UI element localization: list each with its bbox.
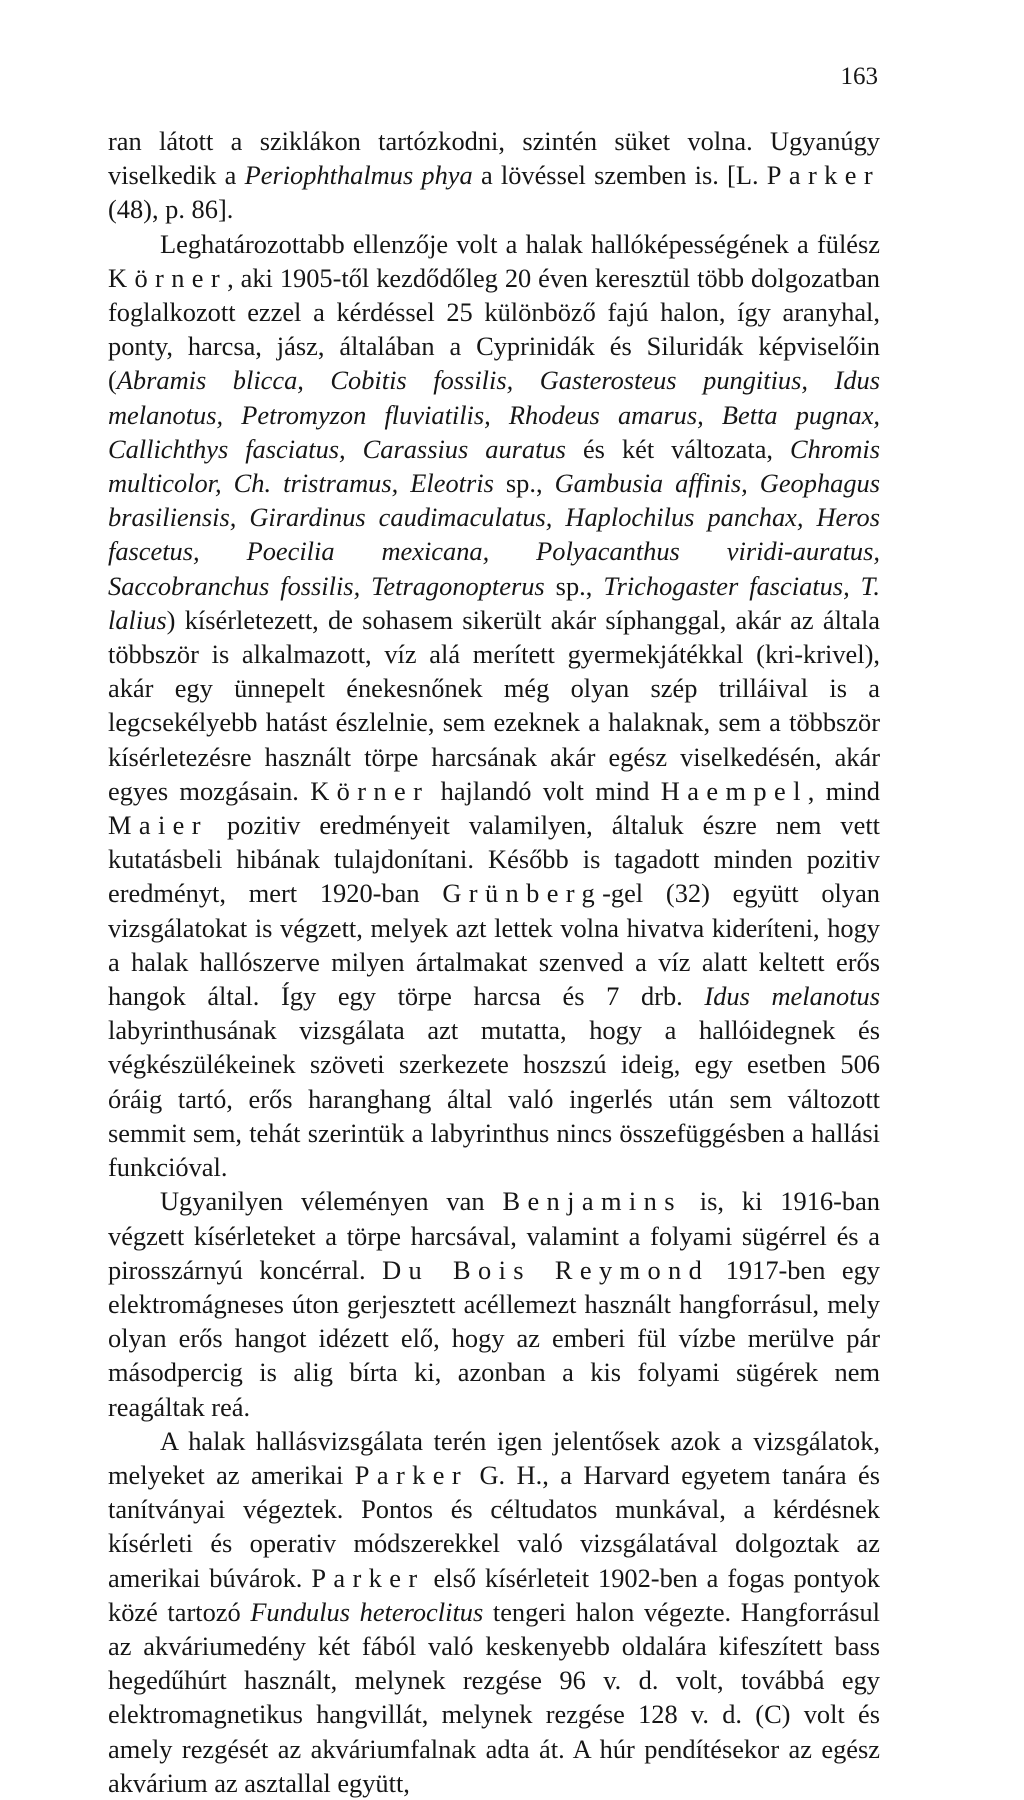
- paragraph: [108, 1424, 880, 1800]
- text-run: és két változata,: [565, 433, 791, 464]
- italic-run: Gambusia affinis, Geophagus brasiliensis, Girardinus caudimaculatus, Haplochilus panchax, Heros fascetus, Poecilia mexicana, Polyacanthus viridi-auratus, Saccobranchus fossilis, Tetragonopterus: [108, 468, 880, 601]
- spaced-name: Körner: [108, 262, 228, 293]
- text-run: (48), p. 86].: [108, 194, 234, 225]
- text-run: sp.,: [544, 570, 604, 601]
- spaced-name: Grünberg: [442, 878, 603, 909]
- text-run: A halak hallásvizsgálata terén igen jelentősek azok a vizsgálatok, melyeket az amerikai: [108, 1425, 880, 1490]
- italic-run: Abramis blicca, Cobitis fossilis, Gasterosteus pungitius, Idus melanotus, Petromyzon fluviatilis, Rhodeus amarus, Betta pugnax, Callichthys fasciatus, Carassius auratus: [108, 365, 880, 464]
- text-run: -gel (32) együtt olyan vizsgálatokat is végzett, melyek azt lettek volna hivatva kideríteni, hogy a halak hallószerve milyen ártalmakat szenved a víz alatt keltett erős hangok által. Így egy törpe harcsa és 7 drb.: [108, 878, 880, 1012]
- text-run: 1917-ben egy elektromágneses úton gerjesztett acéllemezt használt hangforrásul, mely olyan erős hangot idézett elő, hogy az emberi fül vízbe merülve pár másodpercig is alig bírta ki, azonban a kis folyami sügérek nem reagáltak reá.: [108, 1254, 880, 1422]
- text-run: Ugyanilyen véleményen van: [160, 1186, 503, 1217]
- page-number: 163: [840, 63, 878, 90]
- paragraph: [108, 227, 880, 1185]
- italic-run: Periophthalmus phya: [244, 160, 473, 191]
- spaced-name: Parker: [311, 1562, 425, 1593]
- spaced-name: Parker: [354, 1459, 469, 1490]
- text-run: sp.,: [493, 468, 555, 499]
- body-text: [108, 124, 880, 1800]
- spaced-name: Maier: [108, 810, 208, 841]
- italic-run: Fundulus heteroclitus: [250, 1596, 484, 1627]
- text-run: első kísérleteit 1902-ben a fogas pontyok közé tartozó: [108, 1562, 880, 1627]
- text-run: , aki 1905-től kezdődőleg 20 éven keresztül több dolgozatban foglalkozott ezzel a kérdéssel 25 különböző fajú halon, így aranyhal, ponty, harcsa, jász, általában a Cyprinidák és Siluridák képviselőin (: [108, 262, 880, 396]
- text-run: pozitiv eredményeit valamilyen, általuk észre nem vett kutatásbeli hibának tulajdonítani. Később is tagadott minden pozitiv eredményt, mert 1920-ban: [108, 810, 880, 909]
- text-run: tengeri halon végezte. Hangforrásul az akváriumedény két fából való keskenyebb oldalára kifeszített bass hegedűhúrt használt, melynek rezgése 96 v. d. volt, továbbá egy elektromagnetikus hangvillát, melynek rezgése 128 v. d. (C) volt és amely rezgését az akváriumfalnak adta át. A húr pendítésekor az egész akvárium az asztallal együtt,: [108, 1596, 880, 1798]
- text-run: is, ki 1916-ban végzett kísérleteket a törpe harcsával, valamint a folyami sügérrel és a pirosszárnyú koncérral.: [108, 1186, 880, 1285]
- paragraph: [108, 124, 880, 227]
- text-run: hajlandó volt mind: [429, 775, 661, 806]
- text-run: G. H., a Harvard egyetem tanára és tanítványai végeztek. Pontos és céltudatos munkával, a kérdésnek kísérleti és operativ módszerekkel való vizsgálatával dolgoztak az amerikai búvárok.: [108, 1459, 880, 1593]
- text-run: ) kísérletezett, de sohasem sikerült akár síphanggal, akár az általa többször is alkalmazott, víz alá merített gyermekjátékkal (kri-krivel), akár egy ünnepelt énekesnőnek még olyan szép trilláival is a legcsekélyebb hatást észlelnie, sem ezeknek a halaknak, sem a többször kísérletezésre használt törpe harcsának akár egész viselkedésén, akár egyes mozgásain.: [108, 604, 880, 806]
- paragraph: [108, 1184, 880, 1423]
- spaced-name: Du Bois Reymond: [382, 1254, 710, 1285]
- text-run: , mind: [807, 775, 880, 806]
- spaced-name: Haempel: [660, 775, 808, 806]
- spaced-name: Parker: [766, 160, 881, 191]
- text-run: labyrinthusának vizsgálata azt mutatta, hogy a hallóidegnek és végkészülékeinek szöveti szerkezete hoszszú ideig, egy esetben 506 óráig tartó, erős haranghang által való ingerlés után sem változott semmit sem, tehát szerintük a labyrinthus nincs összefüggésben a hallási funkcióval.: [108, 1015, 880, 1183]
- text-run: a lövéssel szemben is. [L.: [472, 160, 767, 191]
- text-run: Leghatározottabb ellenzője volt a halak hallóképességének a fülész: [160, 228, 880, 259]
- italic-run: Chromis multicolor, Ch. tristramus, Eleotris: [108, 433, 880, 499]
- italic-run: Idus melanotus: [704, 981, 880, 1012]
- italic-run: Trichogaster fasciatus, T. lalius: [108, 570, 880, 635]
- text-run: ran látott a sziklákon tartózkodni, szintén süket volna. Ugyanúgy viselkedik a: [108, 126, 880, 191]
- spaced-name: Körner: [310, 775, 430, 806]
- spaced-name: Benjamins: [502, 1186, 682, 1217]
